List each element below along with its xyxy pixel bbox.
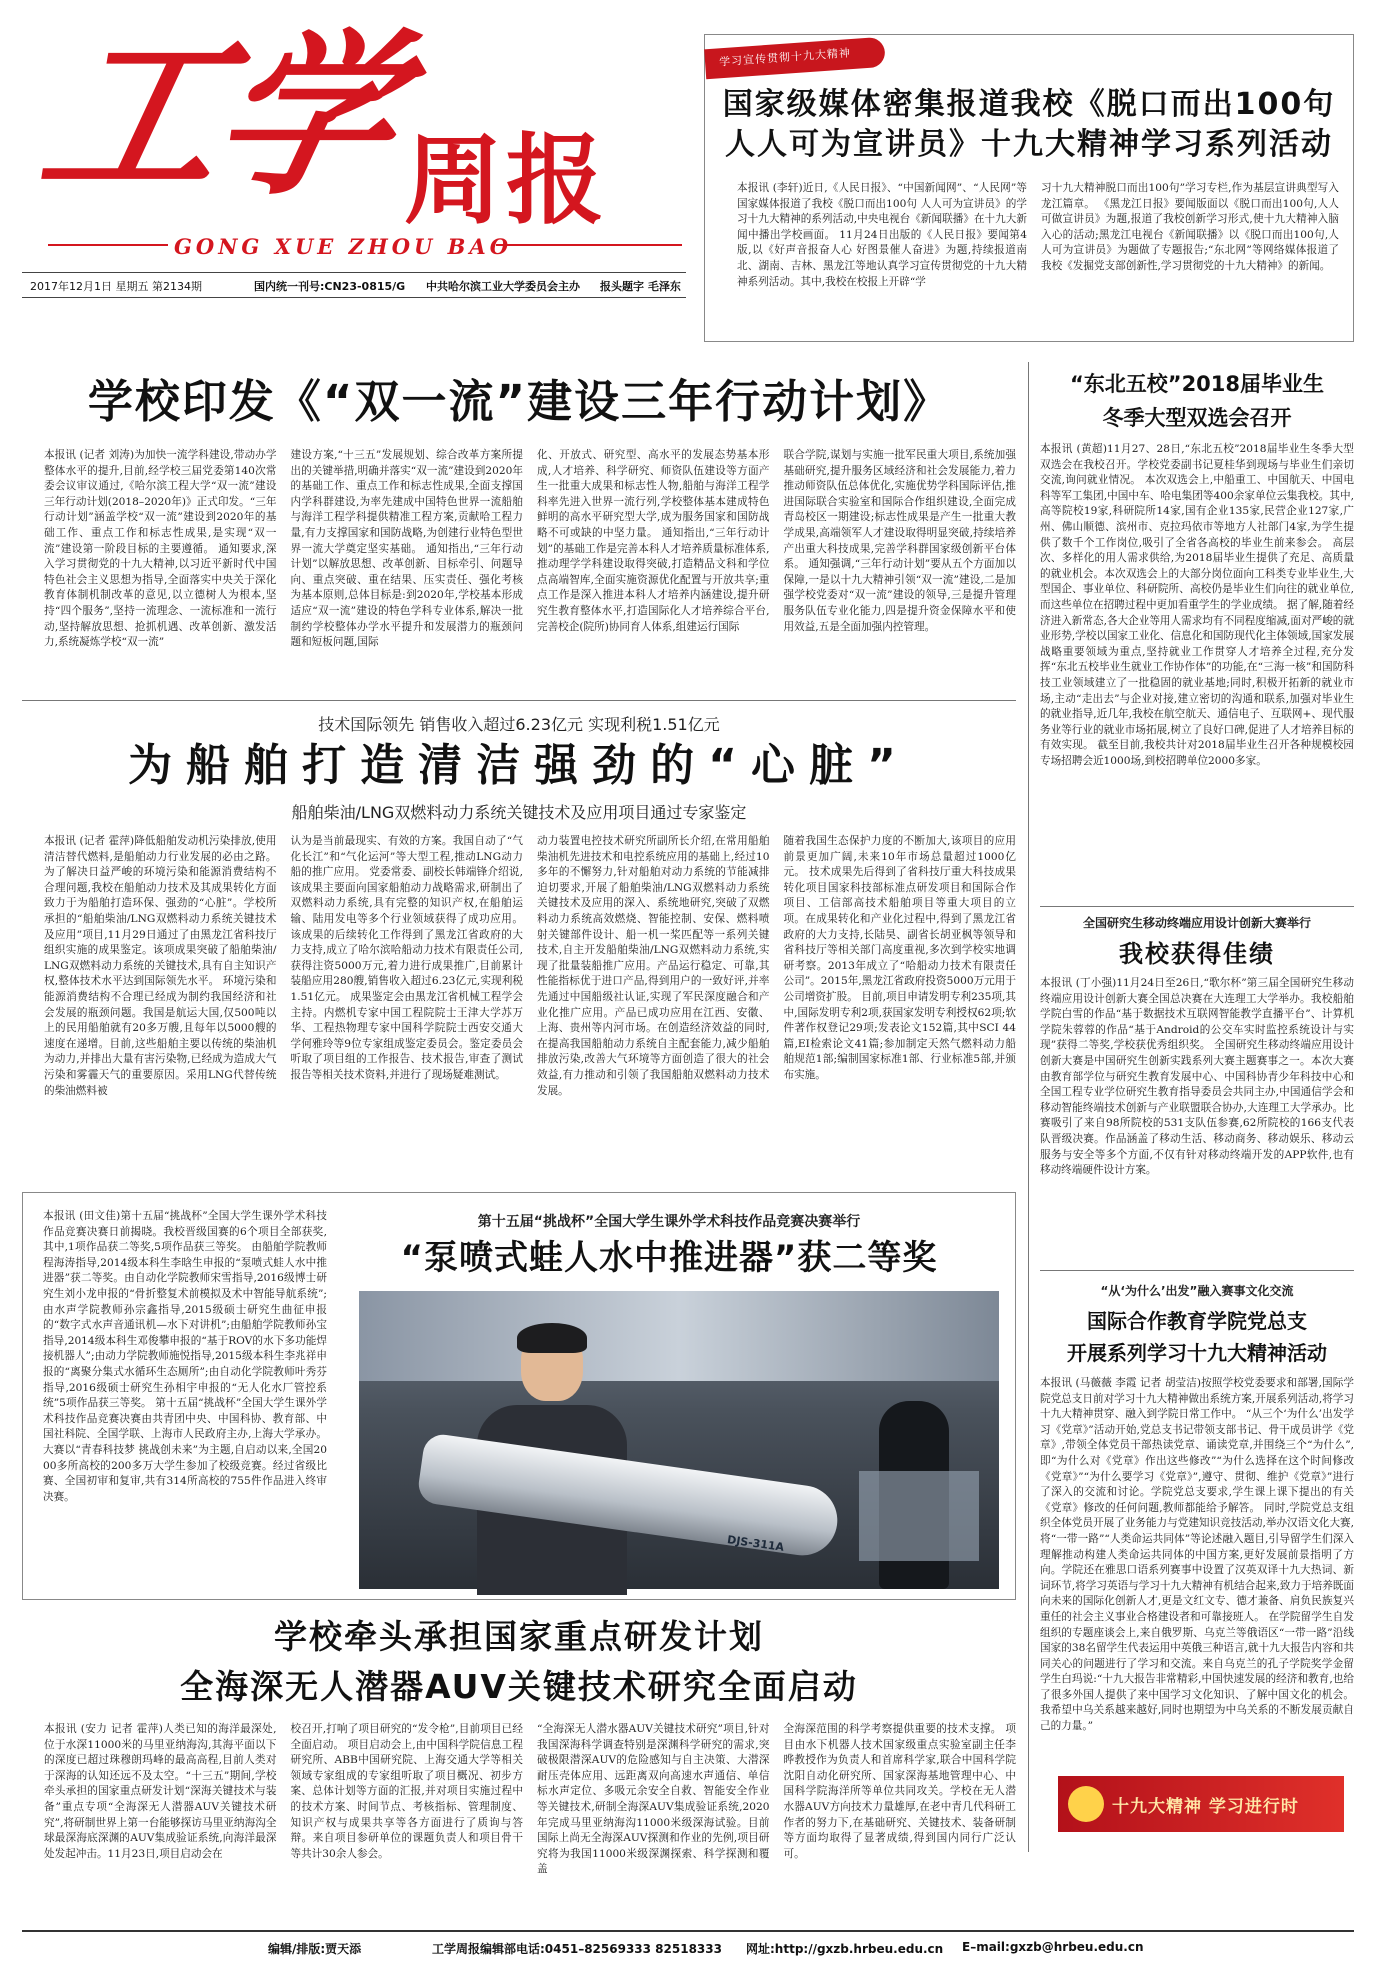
ship-kicker: 技术国际领先 销售收入超过6.23亿元 实现利税1.51亿元 — [318, 715, 720, 734]
intl-headline-1: 国际合作教育学院党总支 — [1087, 1309, 1307, 1333]
mobile-contest-body: 本报讯 (丁小强)11月24日至26日,“歌尔杯”第三届全国研究生移动终端应用设计创新大赛全国总决赛在大连理工大学举办。我校船舶学院白雪的作品“基于数据技术互联网智能教学直播平台”、计算机学院朱蓉蓉的作品“基于Android的公交车实时监控系统设计与实现”获得二等奖,学校获优秀组织奖。 全国研究生移动终端应用设计创新大赛是中国研究生创新实践系列大赛主题赛事之一。本次大赛由教育部学位与研究生教育发展中心、中国科协青少年科技中心和全国工程专业学位研究生教育指导委员会共同主办,中国通信学会和移动智能终端技术创新与产业联盟联合协办,大连理工大学承办。比赛吸引了来自98所院校的531支队伍参赛,62所院校的166支代表队晋级决赛。作品涵盖了移动生活、移动商务、移动娱乐、移动云服务与安全等多个方面,不仅有针对移动终端开发的APP软件,也有移动终端硬件设计方案。 — [1040, 977, 1354, 1177]
auv-col-1: 本报讯 (安力 记者 霍萍)人类已知的海洋最深处,位于水深11000米的马里亚纳海沟,其海平面以下的深度已超过珠穆朗玛峰的最高高程,目前人类对于深海的认知还远不及太空。“十三五”期间,学校牵头承担的国家重点研发计划“深海关键技术与装备”重点专项“全海深无人潜器AUV关键技术研究”,将研制世界上第一台能够探访马里亚纳海沟全球最深海底深渊的AUV集成验证系统,向海洋最深处发起冲击。11月23日,项目启动会在 — [44, 1723, 277, 1860]
plan-col-3: 化、开放式、研究型、高水平的发展态势基本形成,人才培养、科学研究、师资队伍建设等方面产生一批重大成果和标志性人物,船舶与海洋工程学科率先进入世界一流行列,学校整体基本建成特色鲜明的高水平研究型大学,成为服务国家和国防战略不可或缺的中坚力量。 通知指出,“三年行动计划”的基础工作是完善本科人才培养质量标准体系,推动理学学科建设取得突破,打造精品文科和学位点高端智库,全面实施资源优化配置与开放共享;重点工作是深入推进本科人才培养内涵建设,提升研究生教育整体水平,打造国际化人才培养综合平台,完善校企(院所)协同育人体系,组建运行国际 — [537, 449, 770, 633]
study-banner — [1058, 1776, 1344, 1832]
banner-text: 十九大精神 学习进行时 — [1112, 1797, 1299, 1817]
publisher: 中共哈尔滨工业大学委员会主办 — [426, 280, 580, 293]
challenge-cup-body: 本报讯 (田文佳)第十五届“挑战杯”全国大学生课外学术科技作品竞赛决赛日前揭晓。我校晋级国赛的6个项目全部获奖,其中,1项作品获二等奖,5项作品获三等奖。 由船舶学院教师程海涛指导,2014级本科生李晗生申报的“泵喷式蛙人水中推进器”获二等奖。由自动化学院教师宋雪指导,2016级博士研究生刘小龙申报的“骨折整复术前模拟及术中智能导航系统”;由水声学院教师孙宗鑫指导,2015级硕士研究生曲征申报的“数字式水声音通讯机—水下对讲机”;由船舶学院教师孙宝指导,2014级本科生邓俊攀申报的“基于ROV的水下多功能焊接机器人”;由动力学院教师施悦指导,2015级本科生李兆祥申报的“离聚分集式水循环生态厕所”;由自动化学院教师叶秀芬指导,2016级硕士研究生孙相宇申报的“无人化水厂管控系统”5项作品获三等奖。 第十五届“挑战杯”全国大学生课外学术科技作品竞赛决赛由共青团中央、中国科协、教育部、中国社科院、全国学联、上海市人民政府主办,上海大学承办。大赛以“青春科技梦 挑战创未来”为主题,自启动以来,全国2000多所高校的200多万大学生参加了校级竞赛。经过省级比赛、全国初审和复审,共有314所高校的755件作品进入终审决赛。 — [43, 1210, 327, 1503]
ship-col-3: 动力装置电控技术研究所副所长介绍,在常用船舶柴油机先进技术和电控系统应用的基础上,经过10多年的不懈努力,针对船舶对动力系统的节能减排迫切要求,开展了船舶柴油/LNG双燃料动力系统关键技术及应用的深入、系统地研究,突破了双燃料动力系统高效燃烧、智能控制、安保、燃料喷射关键部件设计、船一机一桨匹配等一系列关键技术,自主开发船舶柴油/LNG双燃料动力系统,实现了批量装船推广应用。产品运行稳定、可靠,其性能指标优于进口产品,得到用户的一致好评,并率先通过中国船级社认证,实现了军民深度融合和产业化推广应用。产品已成功应用在江西、安徽、上海、贵州等内河市场。在创造经济效益的同时,在提高我国船舶动力系统自主配套能力,减少船舶排放污染,改善大气环境等方面创造了很大的社会效益,有力推动和引领了我国船舶双燃料动力技术发展。 — [537, 835, 770, 1097]
plan-headline: 学校印发《“双一流”建设三年行动计划》 — [87, 375, 951, 428]
mobile-contest-headline: 我校获得佳绩 — [1119, 940, 1275, 968]
top-story — [704, 34, 1354, 342]
footer-website: 网址:http://gxzb.hrbeu.edu.cn — [746, 1942, 944, 1956]
booth-display — [859, 1471, 979, 1561]
masthead-rule-2 — [496, 244, 682, 246]
intl-body: 本报讯 (马薇薇 李霞 记者 胡莹洁)按照学校党委要求和部署,国际学院党总支日前对学习十九大精神做出系统方案,开展系列活动,将学习十九大精神贯穿、融入到学院日常工作中。 “从三个‘为什么’出发学习《党章》”活动开始,党总支书记带领支部书记、骨干成员讲学《党章》,带领全体党员干部热读党章、诵读党章,并围绕三个“为什么”,即“为什么对《党章》作出这些修改”“为什么选择在这个时间修改《党章》”“为什么要学习《党章》”,遵守、贯彻、维护《党章》”进行了深入的交流和讨论。学院党总支要求,学生课上课下提出的有关《党章》修改的任何问题,教师都能给予解答。 同时,学院党总支组织全体党员开展了业务能力与党建知识竞技活动,举办汉语文化大赛,将“一带一路”“人类命运共同体”等论述融入题目,引导留学生们深入理解推动构建人类命运共同体的中国方案,更好发展前景指明了方向。学院还在雅思口语系列赛事中设置了汉英双译十九大热词、新词环节,将学习英语与学习十九大精神有机结合起来,致力于培养既面向未来的国际化创新人才,更是文红文专、德才兼备、肩负民族复兴重任的社会主义事业合格建设者和可靠接班人。 在学院留学生自发组织的专题座谈会上,来自俄罗斯、乌克兰等俄语区“一带一路”沿线国家的38名留学生代表运用中英俄三种语言,就十九大报告内容和共同关心的问题进行了学习和交流。来自乌克兰的孔子学院奖学金留学生白玛说:“十九大报告非常精彩,中国快速发展的经济和教育,也给了很多外国人提供了来中国学习文化知识、了解中国文化的机会。我希望中乌关系越来越好,同时也期望为中乌关系的不断发展贡献自己的力量。” — [1040, 1377, 1354, 1733]
challenge-cup-kicker: 第十五届“挑战杯”全国大学生课外学术科技作品竞赛决赛举行 — [477, 1214, 861, 1230]
student-with-propeller-photo — [359, 1291, 999, 1589]
auv-col-2: 校召开,打响了项目研究的“发令枪”,目前项目已经全面启动。 项目启动会上,由中国科学院信息工程研究所、ABB中国研究院、上海交通大学等相关领域专家组成的专家组听取了项目概况、初步方案、总体计划等方面的汇报,并对项目实施过程中的技术方案、时间节点、考核指标、管理制度、知识产权与成果共享等各方面进行了质询与答辩。来自项目参研单位的课题负责人和项目骨干等共计30余人参会。 — [290, 1723, 523, 1860]
ship-headline: 为船舶打造清洁强劲的“心脏” — [128, 740, 910, 791]
top-headline-1: 国家级媒体密集报道我校《脱口而出100句 — [722, 87, 1336, 122]
mobile-contest-kicker: 全国研究生移动终端应用设计创新大赛举行 — [1082, 916, 1311, 930]
auv-col-4: 全海深范围的科学考察提供重要的技术支撑。 项目由水下机器人技术国家级重点实验室副主任李晔教授作为负责人和首席科学家,联合中国科学院沈阳自动化研究所、国家深海基地管理中心、中国科学院海洋所等单位共同攻关。学校在无人潜水器AUV方向技术力量雄厚,在老中青几代科研工作者的努力下,在基础研究、关键技术、装备研制等方面均取得了显著成绩,得到国内同行广泛认可。 — [783, 1723, 1016, 1860]
top-headline-2: 人人可为宣讲员》十九大精神学习系列活动 — [725, 127, 1333, 162]
plan-col-1: 本报讯 (记者 刘涛)为加快一流学科建设,带动办学整体水平的提升,目前,经学校三届党委第140次常委会议审议通过,《哈尔滨工程大学“双一流”建设三年行动计划(2018–2020年)》正式印发。“三年行动计划”涵盖学校“双一流”建设到2020年的基础工作、重点工作和标志性成果,是实现“双一流”建设第一阶段目标的主要遵循。 通知要求,深入学习贯彻党的十九大精神,以习近平新时代中国特色社会主义思想为指导,全面落实中央关于深化教育体制机制改革的意见,以立德树人为根本,坚持“四个服务”,坚持一流理念、一流标准和一流行动,坚持解放思想、抢抓机遇、改革创新、激发活力,系统凝炼学校“双一流” — [44, 449, 277, 649]
footer-email: E–mail:gxzb@hrbeu.edu.cn — [962, 1940, 1144, 1954]
ship-col-2: 认为是当前最现实、有效的方案。我国自动了“气化长江”和“气化运河”等大型工程,推动LNG动力船的推广应用。 党委常委、副校长韩端锋介绍说,该成果主要面向国家船舶动力战略需求,研制出了双燃料动力系统,具有完整的知识产权,在船舶运输、陆用发电等多个行业领域获得了成功应用。该成果的后续转化工作得到了黑龙江省政府的大力支持,成立了哈尔滨哈船动力技术有限责任公司,获得注资5000万元,着力进行成果推广,目前累计装船应用280艘,销售收入超过6.23亿元,实现利税1.51亿元。 成果鉴定会由黑龙江省机械工程学会主持。内燃机专家中国工程院院士王津大学苏万华、工程热物理专家中国科学院院士西安交通大学何雅玲等9位专家组成鉴定委员会。鉴定委员会听取了项目组的工作报告、技术报告,审查了测试报告等相关技术资料,并进行了现场疑难测试。 — [290, 835, 523, 1081]
masthead-title: 工学 — [26, 12, 411, 219]
job-fair-headline-2: 冬季大型双选会召开 — [1102, 406, 1292, 430]
footer-editor: 编辑/排版:贾天添 — [268, 1942, 362, 1956]
intl-headline-2: 开展系列学习十九大精神活动 — [1067, 1341, 1327, 1365]
challenge-cup-story — [22, 1192, 1016, 1600]
challenge-cup-headline: “泵喷式蛙人水中推进器”获二等奖 — [400, 1238, 938, 1278]
cn-number: 国内统一刊号:CN23-0815/G — [254, 280, 406, 293]
top-story-col-1: 本报讯 (李轩)近日,《人民日报》、“中国新闻网”、“人民网”等国家媒体报道了我校《脱口而出100句 人人可为宣讲员》的学习十九大精神的系列活动,中央电视台《新闻联播》在十九大新闻中播出学校画面。 11月24日出版的《人民日报》要闻第4版,以《好声音报奋人心 好图景催人奋进》为题,持续报道南北、湖南、吉林、黑龙江等地认真学习宣传贯彻党的十九大精神系列活动。其中,我校在校报上开辟“学 — [737, 182, 1027, 288]
plan-col-4: 联合学院,谋划与实施一批军民重大项目,系统加强基础研究,提升服务区域经济和社会发展能力,着力推动师资队伍总体优化,实施优势学科国际评估,推进国际联合实验室和国际合作组织建设,全面完成青岛校区一期建设;标志性成果是产生一批重大教学成果,高端领军人才建设取得明显突破,持续培养产出重大科技成果,完善学科群国家级创新平台体系。 通知强调,“三年行动计划”要从五个方面加以保障,一是以十九大精神引领“双一流”建设,二是加强学校党委对“双一流”建设的领导,三是提升管理服务队伍专业化能力,四是提升资金保障水平和使用效益,五是全面加强内控管理。 — [783, 449, 1016, 633]
job-fair-headline-1: “东北五校”2018届毕业生 — [1069, 372, 1325, 396]
ribbon-text: 学习宣传贯彻十九大精神 — [718, 46, 852, 69]
footer-phone: 工学周报编辑部电话:0451–82569333 82518333 — [432, 1942, 722, 1956]
ship-subhead: 船舶柴油/LNG双燃料动力系统关键技术及应用项目通过专家鉴定 — [291, 803, 747, 822]
job-fair-body: 本报讯 (黄超)11月27、28日,“东北五校”2018届毕业生冬季大型双选会在我校召开。学校党委副书记夏桂华到现场与毕业生们亲切交流,询问就业情况。 本次双选会上,中船重工、中国航天、中国电科等军工集团,中国中车、哈电集团等400余家单位云集我校。其中,高等院校19家,科研院所14家,国有企业135家,民营企业127家,广州、佛山顺德、滨州市、克拉玛依市等地方人社部门4家,为学生提供了数千个工作岗位,吸引了全省各高校的毕业生前来参会。 高层次、多样化的用人需求供给,为2018届毕业生提供了充足、高质量的就业机会。本次双选会上的大部分岗位面向工科类专业毕业生,大型国企、事业单位、科研院所、高校仍是毕业生们向往的就业单位,而这些单位在招聘过程中更加看重学生的学业成绩。 据了解,随着经济进入新常态,各大企业等用人需求均有不同程度缩减,面对严峻的就业形势,学校以国家工业化、信息化和国防现代化主体领域,国家发展战略重要领域为重点,坚持就业工作贯穿人才培养全过程,充分发挥“东北五校毕业生就业工作协作体”的功能,在“三海一核”和国防科技工业领域建立了一批稳固的就业基地;同时,积极开拓新的就业市场,主动“走出去”与企业对接,建立密切的沟通和联系,加强对毕业生的就业指导,近几年,我校在航空航天、通信电子、互联网+、现代服务业等行业的就业市场拓展,树立了良好口碑,促进了人才培养目标的有效实现。 截至目前,我校共计对2018届毕业生召开各种规模校园专场招聘会近1000场,到校招聘单位2000多家。 — [1040, 443, 1354, 767]
plan-col-2: 建设方案,“十三五”发展规划、综合改革方案所提出的关键举措,明确并落实“双一流”建设到2020年的基础工作、重点工作和标志性成果,全面支撑国内学科群建设,为率先建成中国特色世界一流船舶与海洋工程学科提供精准工程方案,贡献哈工程力量,有力支撑国家和国防战略,为创建行业特色型世界一流大学奠定坚实基础。 通知指出,“三年行动计划”以解放思想、改革创新、目标牵引、问题导向、重点突破、重在结果、压实责任、强化考核为基本原则,总体目标是:到2020年,学校基本形成适应“双一流”建设的特色学科专业体系,解决一批制约学校整体办学水平提升和发展潜力的瓶颈问题和短板问题,国际 — [290, 449, 523, 649]
device-model-tag: DJS-311A — [726, 1533, 785, 1554]
intl-kicker: “从‘为什么’出发”融入赛事文化交流 — [1100, 1284, 1294, 1298]
ship-col-4: 随着我国生态保护力度的不断加大,该项目的应用前景更加广阔,未来10年市场总量超过1000亿元。 技术成果先后得到了省科技厅重大科技成果转化项目国家科技部标准点研发项目和国际合作项目、工信部高技术船舶项目等重大项目的立项。在成果转化和产业化过程中,得到了黑龙江省政府的大力支持,长陆昊、副省长胡亚枫等领导和省科技厅等相关部门高度重视,多次到学校实地调研考察。2013年成立了“哈船动力技术有限责任公司”。2015年,黑龙江省政府投资5000万元用于公司增资扩股。 目前,项目申请发明专利235项,其中,国际发明专利2项,获国家发明专利授权62项;软件著作权登记29项;发表论文152篇,其中SCI 44篇,EI检索论文41篇;参加制定天然气燃料动力船舶规范1部;编制国家标准1部、行业标准5部,并颁布实施。 — [783, 835, 1016, 1081]
booth-wall — [359, 1291, 999, 1381]
date-line: 2017年12月1日 星期五 第2134期 — [30, 280, 202, 293]
top-story-col-2: 习十九大精神脱口而出100句”学习专栏,作为基层宣讲典型写入龙江篇章。 《黑龙江日报》要闻版面以《脱口而出100句,人人可做宣讲员》为题,报道了我校创新学习形式,使十九大精神入脑入心的活动;黑龙江电视台《新闻联播》以《脱口而出100句,人人可为宣讲员》为题做了专题报告;“东北网”等网络媒体报道了我校《发掘党支部创新性,学习贯彻党的十九大精神》的新闻。 — [1041, 182, 1339, 272]
auv-headline-1: 学校牵头承担国家重点研发计划 — [274, 1617, 764, 1656]
masthead-pinyin: GONG XUE ZHOU BAO — [174, 234, 513, 259]
ship-col-1: 本报讯 (记者 霍萍)降低船舶发动机污染排放,使用清洁替代燃料,是船舶动力行业发展的必由之路。为了解决日益严峻的环境污染和能源消费结构不合理问题,我校在船舶动力技术及其成果转化方面致力于为船舶打造环保、强劲的“心脏”。学校所承担的“船舶柴油/LNG双燃料动力系统关键技术及应用”项目,11月29日通过了由黑龙江省科技厅组织实施的成果鉴定。该项成果突破了船舶柴油/LNG双燃料动力系统的关键技术,具有自主知识产权,整体技术水平达到国际领先水平。 环境污染和能源消费结构不合理已经成为制约我国经济和社会发展的瓶颈问题。我国是航运大国,仅500吨以上的民用船舶就有20多万艘,且每年以5000艘的速度在递增。目前,这些船舶主要以传统的柴油机为动力,并排出大量有害污染物,已经成为造成大气污染和雾霾天气的重要原因。采用LNG代替传统的柴油燃料被 — [44, 835, 277, 1097]
auv-headline-2: 全海深无人潜器AUV关键技术研究全面启动 — [180, 1667, 858, 1706]
auv-col-3: “全海深无人潜水器AUV关键技术研究”项目,针对我国深海科学调查特别是深渊科学研究的需求,突破极限潜深AUV的危险感知与自主决策、大潜深耐压壳体应用、远距离双向高速水声通信、单信标水声定位、多吸元余安全自救、智能安全作业等关键技术,研制全海深AUV集成验证系统,2020年完成马里亚纳海沟11000米级深海试验。目前国际上尚无全海深AUV探测和作业的先例,项目研究将为我国11000米级深渊探索、科学探测和覆盖 — [537, 1723, 770, 1876]
masthead-subtitle: 周报 — [404, 123, 609, 238]
masthead-rule — [48, 244, 168, 246]
banner-flag-icon — [1068, 1786, 1104, 1822]
calligraphy-credit: 报头题字 毛泽东 — [600, 280, 681, 293]
